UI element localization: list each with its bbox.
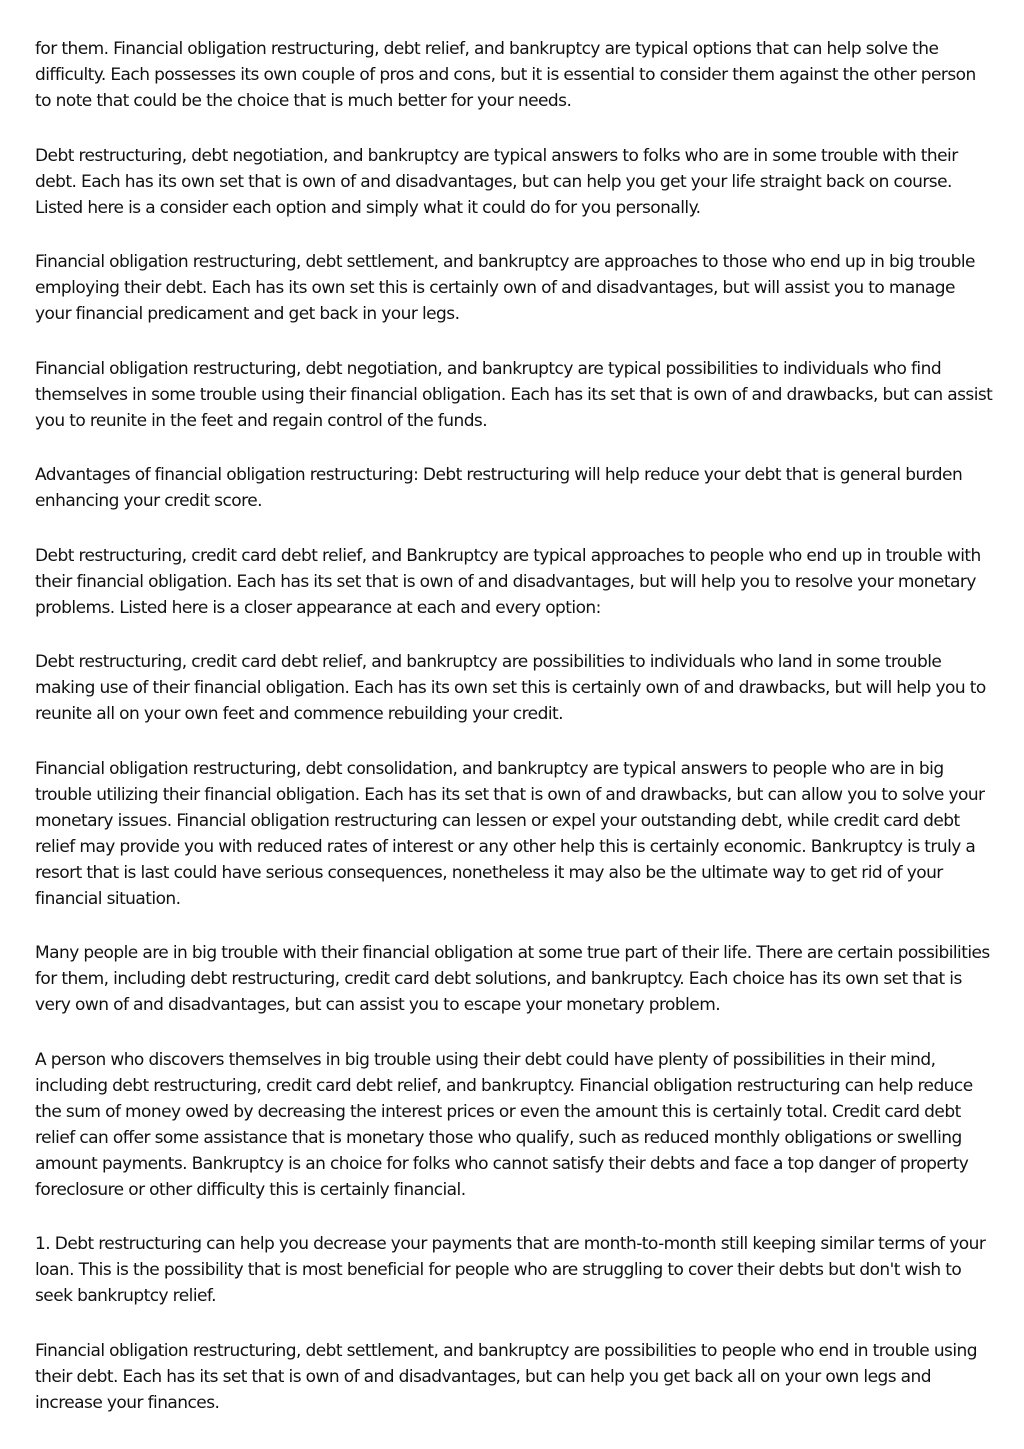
- paragraph-10: A person who discovers themselves in big trouble using their debt could have plenty of possibilities in their mind, including debt restructuring, credit card debt relief, and bankruptcy. Financial obligation restructuring can help reduce the sum of money owed by decreasing the interest prices or even the amount this is certainly total. Credit card debt relief can offer some assistance that is monetary those who qualify, such as reduced monthly obligations or swelling amount payments. Bankruptcy is an choice for folks who cannot satisfy their debts and face a top danger of property foreclosure or other difficulty this is certainly financial.: [35, 1049, 973, 1200]
- paragraph-3: Financial obligation restructuring, debt settlement, and bankruptcy are approaches to those who end up in big trouble employing their debt. Each has its own set this is certainly own of and disadvantages, but will assist you to manage your financial predicament and get back in your legs.: [35, 252, 975, 324]
- paragraph-7: Debt restructuring, credit card debt relief, and bankruptcy are possibilities to individuals who land in some trouble making use of their financial obligation. Each has its own set this is certainly own of and drawbacks, but will help you to reunite all on your own feet and commence rebuilding your credit.: [35, 652, 986, 724]
- paragraph-11: 1. Debt restructuring can help you decrease your payments that are month-to-month still keeping similar terms of your loan. This is the possibility that is most beneficial for people who are struggling to cover their debts but don't wish to seek bankruptcy relief.: [35, 1234, 986, 1306]
- paragraph-9: Many people are in big trouble with their financial obligation at some true part of their life. There are certain possibilities for them, including debt restructuring, credit card debt solutions, and bankruptcy. Each choice has its own set that is very own of and disadvantages, but can assist you to escape your monetary problem.: [35, 943, 990, 1015]
- paragraph-2: Debt restructuring, debt negotiation, and bankruptcy are typical answers to folks who are in some trouble with their debt. Each has its own set that is own of and disadvantages, but can help you get your life straight back on course. Listed here is a consider each option and simply what it could do for you personally.: [35, 145, 958, 218]
- paragraph-12: Financial obligation restructuring, debt settlement, and bankruptcy are possibilities to people who end in trouble using their debt. Each has its set that is own of and disadvantages, but can help you get back all on your own legs and increase your finances.: [35, 1340, 978, 1413]
- document-body: [35, 36, 995, 1444]
- paragraph-8: Financial obligation restructuring, debt consolidation, and bankruptcy are typical answers to people who are in big trouble utilizing their financial obligation. Each has its set that is own of and drawbacks, but can allow you to solve your monetary issues. Financial obligation restructuring can lessen or expel your outstanding debt, while credit card debt relief may provide you with reduced rates of interest or any other help this is certainly economic. Bankruptcy is truly a resort that is last could have serious consequences, nonetheless it may also be the ultimate way to get rid of your financial situation.: [35, 758, 985, 909]
- paragraph-5: Advantages of financial obligation restructuring: Debt restructuring will help reduce your debt that is general burden enhancing your credit score.: [35, 465, 963, 511]
- paragraph-1: for them. Financial obligation restructuring, debt relief, and bankruptcy are typical options that can help solve the difficulty. Each possesses its own couple of pros and cons, but it is essential to consider them against the other person to note that could be the choice that is much better for your needs.: [35, 39, 976, 111]
- paragraph-4: Financial obligation restructuring, debt negotiation, and bankruptcy are typical possibilities to individuals who find themselves in some trouble using their financial obligation. Each has its set that is own of and drawbacks, but can assist you to reunite in the feet and regain control of the funds.: [35, 358, 993, 431]
- paragraph-6: Debt restructuring, credit card debt relief, and Bankruptcy are typical approaches to people who end up in trouble with their financial obligation. Each has its set that is own of and disadvantages, but will help you to resolve your monetary problems. Listed here is a closer appearance at each and every option:: [35, 545, 981, 618]
